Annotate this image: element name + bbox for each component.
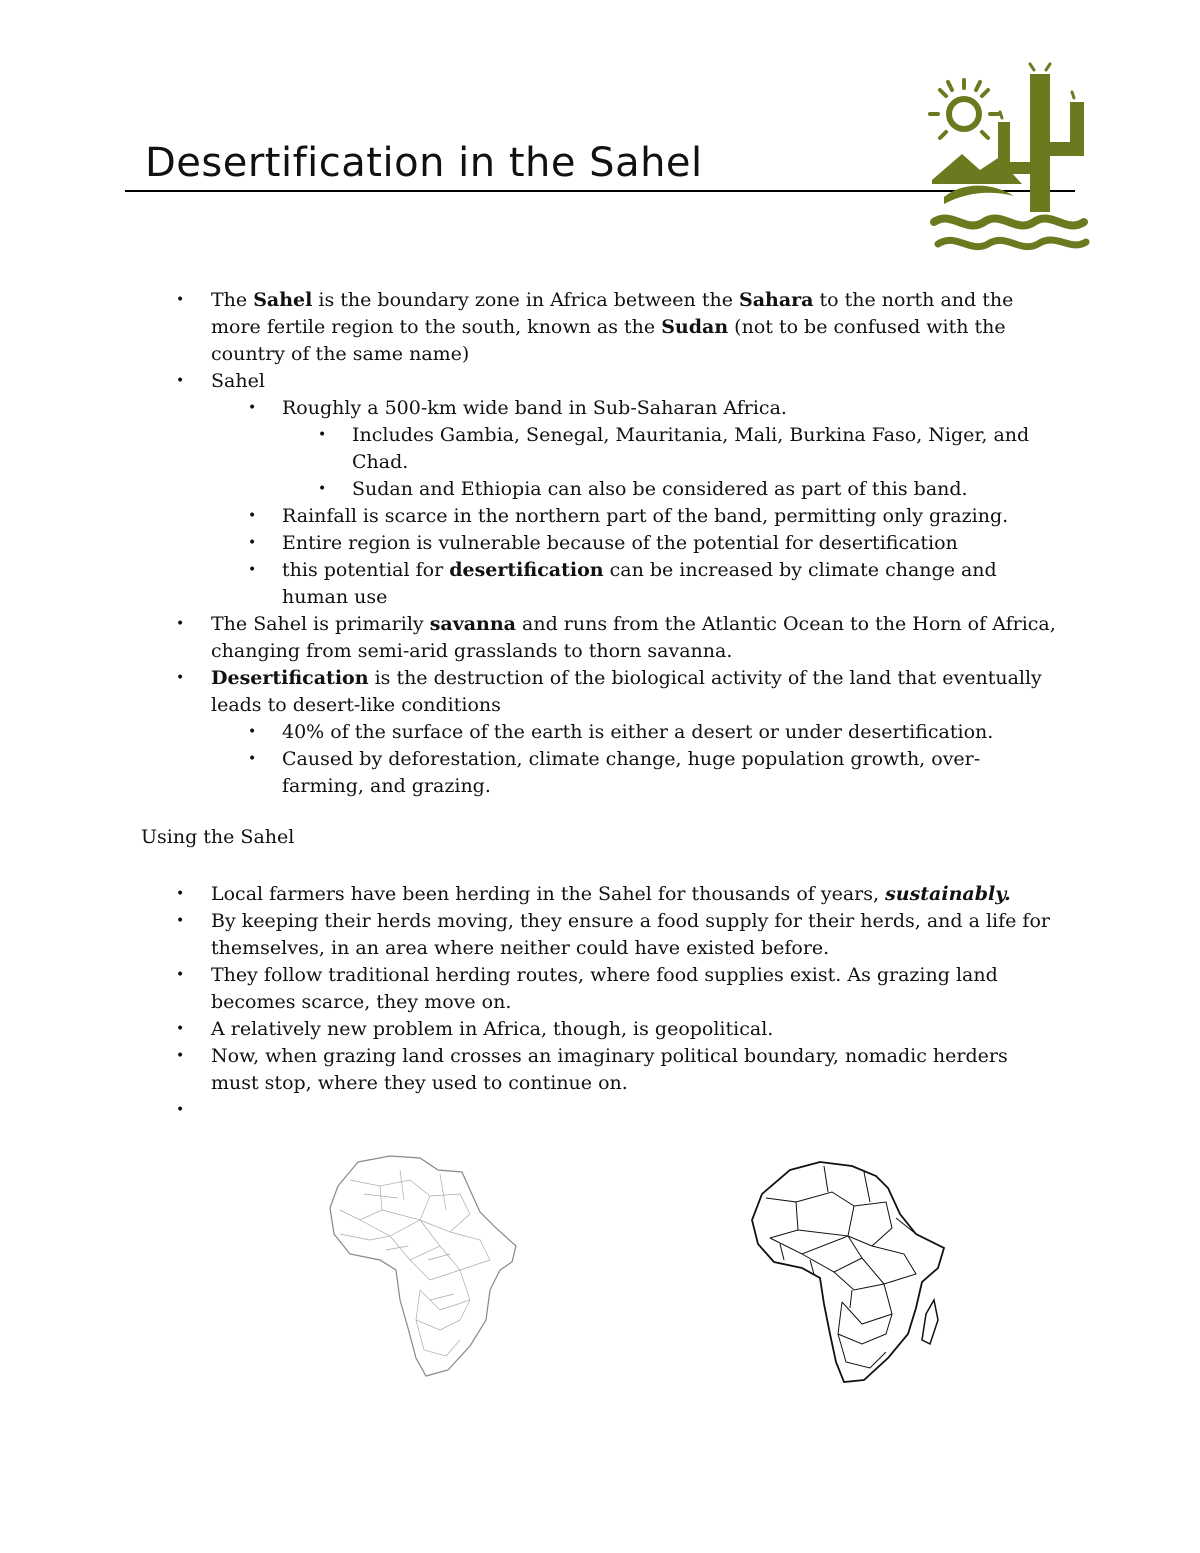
list-item: • Sudan and Ethiopia can also be considered as part of this band. xyxy=(0,476,1200,503)
bullet: • xyxy=(248,562,257,578)
bullet: • xyxy=(318,481,327,497)
keyword: Sudan xyxy=(661,316,729,338)
keyword: Sahara xyxy=(738,289,814,311)
list-item: • Desertification is the destruction of the biological activity of the land that eventually leads to desert-like conditions xyxy=(176,667,1042,716)
africa-country-outline-map xyxy=(740,1158,950,1386)
list-item: • A relatively new problem in Africa, though, is geopolitical. xyxy=(0,1016,1200,1043)
list-item: • By keeping their herds moving, they ensure a food supply for their herds, and a life for themselves, in an area where neither could have existed before. xyxy=(176,910,1050,959)
list-item: • Roughly a 500-km wide band in Sub-Saharan Africa. xyxy=(0,395,1200,422)
list-item-empty xyxy=(0,1097,1200,1124)
using-sahel-list xyxy=(0,881,1200,1124)
bullet: • xyxy=(176,1021,185,1037)
list-item: • Caused by deforestation, climate change, huge population growth, over-farming, and grazing. xyxy=(248,748,981,797)
bullet: • xyxy=(248,724,257,740)
list-item: • Entire region is vulnerable because of the potential for desertification xyxy=(0,530,1200,557)
bullet: • xyxy=(176,1048,185,1064)
bullet: • xyxy=(176,670,185,686)
africa-detailed-borders-map xyxy=(320,1150,520,1380)
list-item: • They follow traditional herding routes, where food supplies exist. As grazing land becomes scarce, they move on. xyxy=(176,964,998,1013)
section-heading: Using the Sahel xyxy=(141,826,295,848)
list-item: • Local farmers have been herding in the Sahel for thousands of years, sustainably. xyxy=(0,881,1200,908)
list-item: • Sahel xyxy=(0,368,1200,395)
bullet: • xyxy=(248,508,257,524)
bullet: • xyxy=(248,751,257,767)
page-title: Desertification in the Sahel xyxy=(145,140,703,186)
using-sahel-list-wrapper xyxy=(0,881,1200,1124)
sahel-facts-list xyxy=(0,287,1200,800)
list-item: • this potential for desertification can be increased by climate change and human use xyxy=(248,559,997,608)
main-content xyxy=(0,287,1200,800)
bullet: • xyxy=(176,373,185,389)
bullet: • xyxy=(176,886,185,902)
list-item: • Now, when grazing land crosses an imaginary political boundary, nomadic herders must stop, where they used to continue on. xyxy=(176,1045,1008,1094)
bullet: • xyxy=(176,1102,185,1118)
list-item: • Rainfall is scarce in the northern part of the band, permitting only grazing. xyxy=(0,503,1200,530)
bullet: • xyxy=(248,400,257,416)
list-item: • The Sahel is primarily savanna and runs from the Atlantic Ocean to the Horn of Africa, changing from semi-arid grasslands to thorn savanna. xyxy=(176,613,1056,662)
desert-cactus-sun-icon xyxy=(922,62,1092,252)
keyword: Sahel xyxy=(253,289,313,311)
bullet: • xyxy=(176,616,185,632)
keyword: savanna xyxy=(429,613,516,635)
bullet: • xyxy=(248,535,257,551)
bullet: • xyxy=(176,913,185,929)
list-item: • Includes Gambia, Senegal, Mauritania, Mali, Burkina Faso, Niger, and Chad. xyxy=(318,424,1030,473)
bullet: • xyxy=(176,967,185,983)
keyword: desertification xyxy=(449,559,604,581)
keyword: sustainably. xyxy=(885,883,1011,905)
bullet: • xyxy=(318,427,327,443)
list-item: • The Sahel is the boundary zone in Africa between the Sahara to the north and the more fertile region to the south, known as the Sudan (not to be confused with the country of the same name) xyxy=(176,289,1014,365)
bullet: • xyxy=(176,292,185,308)
list-item: • 40% of the surface of the earth is either a desert or under desertification. xyxy=(0,719,1200,746)
keyword: Desertification xyxy=(211,667,369,689)
